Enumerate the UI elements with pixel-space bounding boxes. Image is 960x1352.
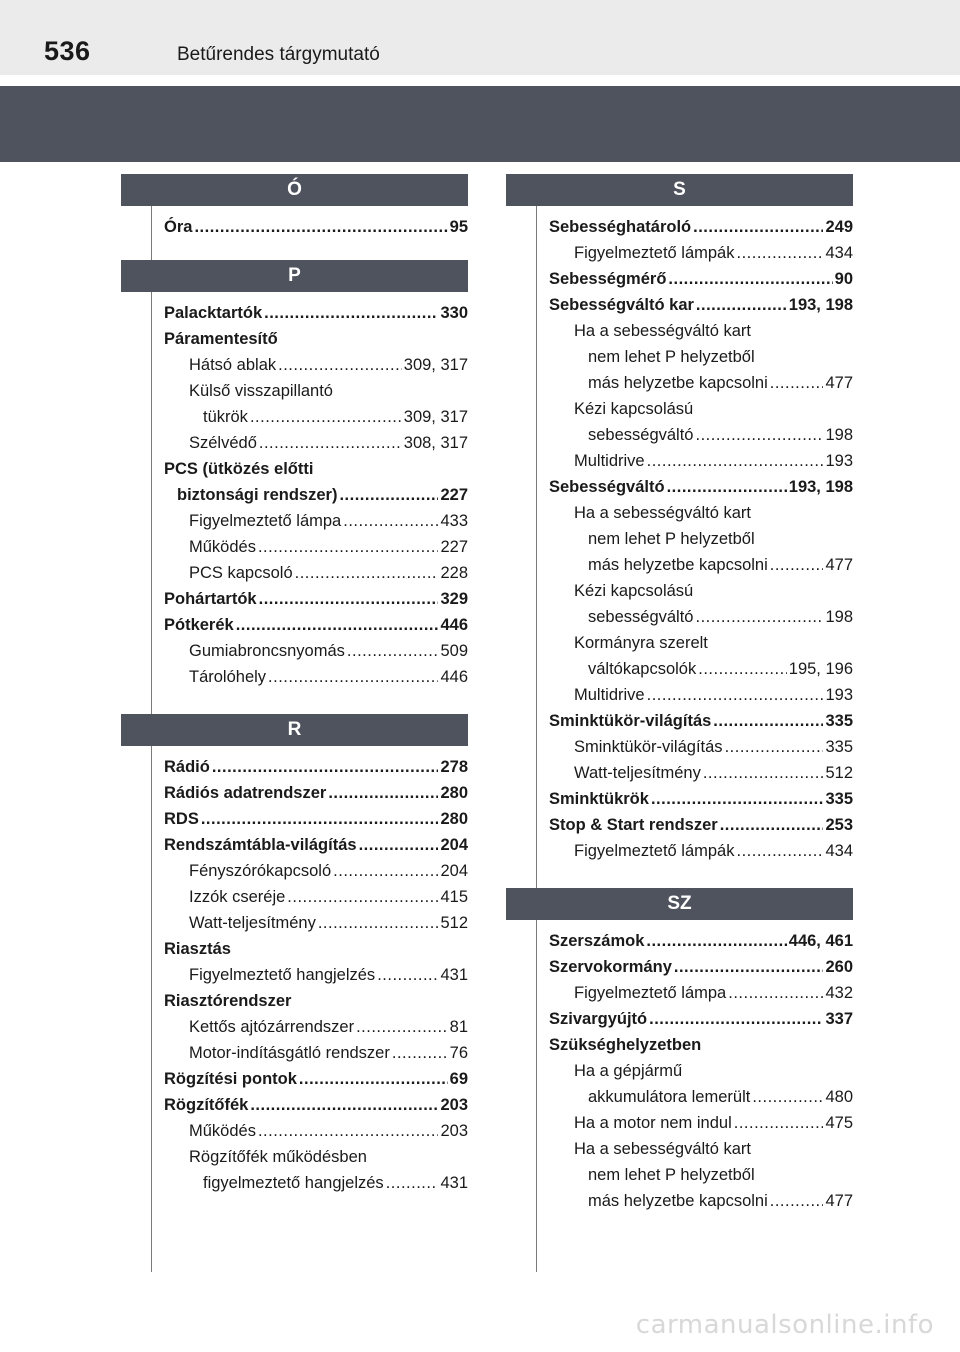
index-subentry: nem lehet P helyzetből bbox=[588, 1166, 755, 1184]
index-subentry: akkumulátora lemerült ..... 480 bbox=[549, 1084, 853, 1110]
index-subentry: nem lehet P helyzetből bbox=[588, 348, 755, 366]
index-subentry: Szélvédő ..... 308, 317 bbox=[164, 430, 468, 456]
index-subentry: sebességváltó ..... 198 bbox=[549, 604, 853, 630]
index-subentry: tükrök ..... 309, 317 bbox=[164, 404, 468, 430]
index-subentry: Figyelmeztető lámpa ..... 432 bbox=[549, 980, 853, 1006]
index-entry: Rendszámtábla-világítás ..... 204 bbox=[164, 832, 468, 858]
index-subentry: Sminktükör-világítás ..... 335 bbox=[549, 734, 853, 760]
index-entry: biztonsági rendszer) ..... 227 bbox=[164, 482, 468, 508]
index-subentry: figyelmeztető hangjelzés ..... 431 bbox=[164, 1170, 468, 1196]
index-subentry: nem lehet P helyzetből bbox=[588, 530, 755, 548]
index-subentry: Izzók cseréje ..... 415 bbox=[164, 884, 468, 910]
header-band bbox=[0, 86, 960, 162]
index-subentry: Motor-indításgátló rendszer ..... 76 bbox=[164, 1040, 468, 1066]
index-entry: Szervokormány ..... 260 bbox=[549, 954, 853, 980]
entries-s bbox=[549, 206, 853, 864]
index-subentry: Multidrive ..... 193 bbox=[549, 682, 853, 708]
index-subentry: Figyelmeztető lámpa ..... 433 bbox=[164, 508, 468, 534]
index-subentry: Kézi kapcsolású bbox=[574, 400, 694, 418]
index-subentry: váltókapcsolók ..... 195, 196 bbox=[549, 656, 853, 682]
index-subentry: Figyelmeztető lámpák ..... 434 bbox=[549, 240, 853, 266]
index-subentry: Watt-teljesítmény ..... 512 bbox=[164, 910, 468, 936]
page-number: 536 bbox=[44, 36, 91, 66]
index-entry: RDS ..... 280 bbox=[164, 806, 468, 832]
index-entry: Rögzítőfék ..... 203 bbox=[164, 1092, 468, 1118]
index-subentry: sebességváltó ..... 198 bbox=[549, 422, 853, 448]
index-entry: Pohártartók ..... 329 bbox=[164, 586, 468, 612]
index-subentry: Figyelmeztető lámpák ..... 434 bbox=[549, 838, 853, 864]
index-subentry: Multidrive ..... 193 bbox=[549, 448, 853, 474]
index-entry: Páramentesítő bbox=[164, 330, 278, 348]
entries-sz bbox=[549, 920, 853, 1214]
entries-p bbox=[164, 292, 468, 690]
index-subentry: Fényszórókapcsoló ..... 204 bbox=[164, 858, 468, 884]
letter-header-sz: SZ bbox=[506, 888, 853, 920]
index-entry: Stop & Start rendszer ..... 253 bbox=[549, 812, 853, 838]
index-subentry: PCS kapcsoló ..... 228 bbox=[164, 560, 468, 586]
index-subentry: Működés ..... 203 bbox=[164, 1118, 468, 1144]
index-subentry: Rögzítőfék működésben bbox=[189, 1148, 367, 1166]
index-subentry: más helyzetbe kapcsolni ..... 477 bbox=[549, 1188, 853, 1214]
index-subentry: Figyelmeztető hangjelzés ..... 431 bbox=[164, 962, 468, 988]
entries-o bbox=[164, 206, 468, 240]
index-subentry: Kormányra szerelt bbox=[574, 634, 708, 652]
index-subentry: más helyzetbe kapcsolni ..... 477 bbox=[549, 552, 853, 578]
index-entry: Sminktükrök ..... 335 bbox=[549, 786, 853, 812]
index-entry: Pótkerék ..... 446 bbox=[164, 612, 468, 638]
index-subentry: Működés ..... 227 bbox=[164, 534, 468, 560]
index-entry: Riasztórendszer bbox=[164, 992, 292, 1010]
index-entry: Óra ..... 95 bbox=[164, 214, 468, 240]
letter-header-o: Ó bbox=[121, 174, 468, 206]
index-entry: Sminktükör-világítás ..... 335 bbox=[549, 708, 853, 734]
index-subentry: Ha a sebességváltó kart bbox=[574, 504, 752, 522]
watermark: carmanualsonline.info bbox=[635, 1310, 934, 1340]
index-entry: PCS (ütközés előtti bbox=[164, 460, 314, 478]
index-entry: Sebességváltó kar ..... 193, 198 bbox=[549, 292, 853, 318]
index-entry: Palacktartók ..... 330 bbox=[164, 300, 468, 326]
index-subentry: Tárolóhely ..... 446 bbox=[164, 664, 468, 690]
index-subentry: Watt-teljesítmény ..... 512 bbox=[549, 760, 853, 786]
index-subentry: Ha a motor nem indul ..... 475 bbox=[549, 1110, 853, 1136]
index-subentry: Hátsó ablak ..... 309, 317 bbox=[164, 352, 468, 378]
index-entry: Sebességhatároló ..... 249 bbox=[549, 214, 853, 240]
index-entry: Rádiós adatrendszer ..... 280 bbox=[164, 780, 468, 806]
index-entry: Rádió ..... 278 bbox=[164, 754, 468, 780]
index-entry: Szerszámok ..... 446, 461 bbox=[549, 928, 853, 954]
index-subentry: más helyzetbe kapcsolni ..... 477 bbox=[549, 370, 853, 396]
letter-header-r: R bbox=[121, 714, 468, 746]
letter-header-s: S bbox=[506, 174, 853, 206]
index-subentry: Kézi kapcsolású bbox=[574, 582, 694, 600]
index-subentry: Ha a sebességváltó kart bbox=[574, 1140, 752, 1158]
index-entry: Sebességmérő ..... 90 bbox=[549, 266, 853, 292]
index-subentry: Külső visszapillantó bbox=[189, 382, 333, 400]
index-entry: Szükséghelyzetben bbox=[549, 1036, 702, 1054]
entries-r bbox=[164, 746, 468, 1196]
index-column-left bbox=[121, 174, 468, 1196]
index-subentry: Ha a gépjármű bbox=[574, 1062, 683, 1080]
letter-header-p: P bbox=[121, 260, 468, 292]
index-entry: Rögzítési pontok ..... 69 bbox=[164, 1066, 468, 1092]
index-subentry: Kettős ajtózárrendszer ..... 81 bbox=[164, 1014, 468, 1040]
index-entry: Szivargyújtó ..... 337 bbox=[549, 1006, 853, 1032]
header-bar bbox=[0, 0, 960, 75]
index-entry: Sebességváltó ..... 193, 198 bbox=[549, 474, 853, 500]
page-title: Betűrendes tárgymutató bbox=[177, 44, 380, 65]
index-subentry: Ha a sebességváltó kart bbox=[574, 322, 752, 340]
index-entry: Riasztás bbox=[164, 940, 231, 958]
index-subentry: Gumiabroncsnyomás ..... 509 bbox=[164, 638, 468, 664]
index-column-right bbox=[506, 174, 853, 1214]
